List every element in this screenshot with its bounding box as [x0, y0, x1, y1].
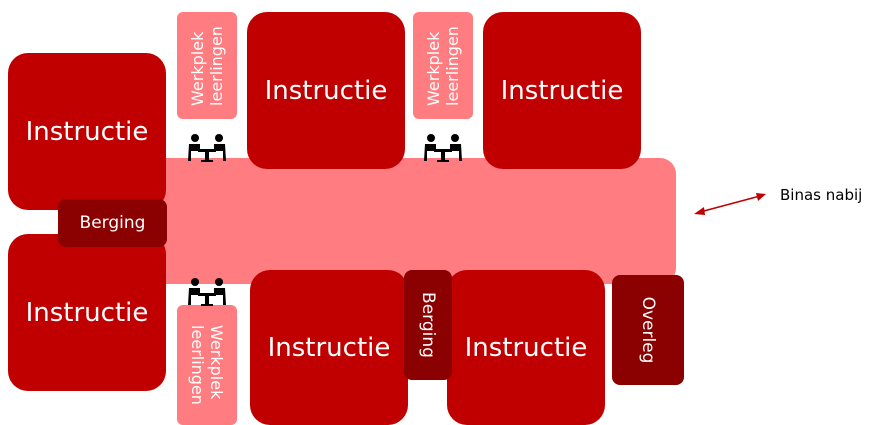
workspace-label: Werkplek leerlingen — [424, 25, 462, 106]
room-label: Instructie — [464, 332, 588, 363]
workspace-label: Werkplek leerlingen — [188, 325, 226, 405]
storage-label: Berging — [79, 213, 146, 233]
desk-meeting-icon — [185, 133, 229, 163]
room-label: Instructie — [267, 332, 391, 363]
room-label: Instructie — [25, 297, 149, 328]
instructie-room-top-right — [483, 12, 641, 169]
desk-meeting-icon — [421, 133, 465, 163]
workspace-strip-bottom — [177, 305, 237, 425]
room-label: Instructie — [264, 75, 388, 106]
room-label: Instructie — [25, 116, 149, 147]
desk-meeting-icon — [185, 277, 229, 307]
instructie-room-left-bottom — [8, 234, 166, 391]
storage-middle — [404, 270, 452, 380]
instructie-room-left-top — [8, 53, 166, 210]
workspace-strip-top-right — [413, 12, 473, 119]
double-arrow-icon — [692, 190, 768, 218]
instructie-room-bottom-center — [250, 270, 408, 425]
meeting-room — [612, 275, 684, 385]
meeting-label: Overleg — [638, 296, 658, 364]
storage-left — [58, 199, 167, 247]
instructie-room-bottom-right — [447, 270, 605, 425]
workspace-label: Werkplek leerlingen — [188, 25, 226, 106]
binas-annotation: Binas nabij — [780, 186, 863, 204]
storage-label: Berging — [418, 292, 438, 358]
workspace-strip-top-left — [177, 12, 237, 119]
corridor — [120, 158, 676, 284]
room-label: Instructie — [500, 75, 624, 106]
instructie-room-top-center — [247, 12, 405, 169]
